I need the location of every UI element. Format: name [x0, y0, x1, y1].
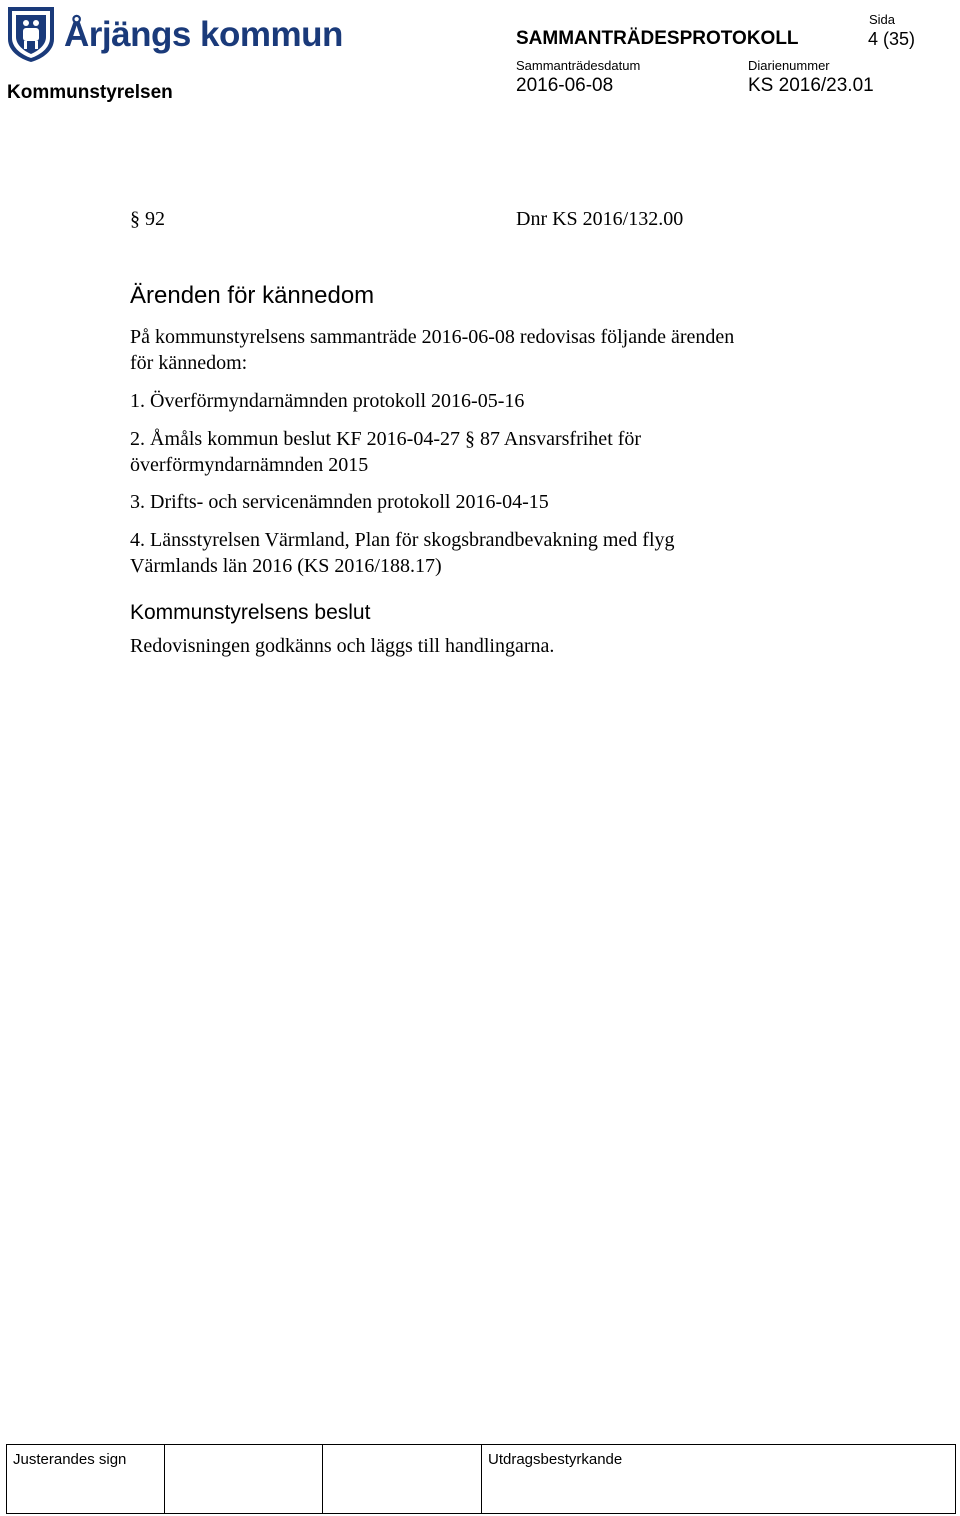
diarie-label: Diarienummer [748, 58, 830, 73]
paragraph-number: § 92 [130, 208, 165, 230]
utdragsbestyrkande-cell [482, 1445, 955, 1513]
list-item-continuation: överförmyndarnämnden 2015 [130, 454, 369, 476]
case-dnr: Dnr KS 2016/132.00 [516, 208, 684, 230]
municipality-logo [6, 4, 366, 64]
decision-heading: Kommunstyrelsens beslut [130, 601, 371, 624]
intro-line-1: På kommunstyrelsens sammanträde 2016-06-08 redovisas följande ärenden [130, 326, 735, 348]
utdragsbestyrkande-label: Utdragsbestyrkande [488, 1451, 623, 1468]
signature-cell [323, 1445, 482, 1513]
list-item: 2. Åmåls kommun beslut KF 2016-04-27 § 87 Ansvarsfrihet för [130, 428, 642, 450]
page-label: Sida [869, 12, 896, 27]
decision-text: Redovisningen godkänns och läggs till handlingarna. [130, 635, 555, 657]
list-item-continuation: Värmlands län 2016 (KS 2016/188.17) [130, 555, 442, 577]
document-type: SAMMANTRÄDESPROTOKOLL [516, 28, 799, 49]
department-name: Kommunstyrelsen [7, 82, 173, 103]
meeting-date-value: 2016-06-08 [516, 75, 614, 96]
list-item: 1. Överförmyndarnämnden protokoll 2016-05-16 [130, 390, 525, 412]
coat-of-arms-icon [6, 5, 56, 63]
justerandes-sign-label: Justerandes sign [13, 1451, 127, 1468]
intro-line-2: för kännedom: [130, 352, 248, 374]
list-item: 4. Länsstyrelsen Värmland, Plan för skogsbrandbevakning med flyg [130, 529, 675, 551]
case-title: Ärenden för kännedom [130, 282, 375, 309]
meeting-date-label: Sammanträdesdatum [516, 58, 641, 73]
list-item: 3. Drifts- och servicenämnden protokoll 2016-04-15 [130, 491, 549, 513]
justerandes-sign-cell [7, 1445, 165, 1513]
page-number: 4 (35) [868, 29, 916, 49]
signature-footer [6, 1444, 956, 1514]
diarie-value: KS 2016/23.01 [748, 75, 874, 96]
signature-cell [165, 1445, 323, 1513]
logo-wordmark: Årjängs kommun [64, 14, 343, 54]
